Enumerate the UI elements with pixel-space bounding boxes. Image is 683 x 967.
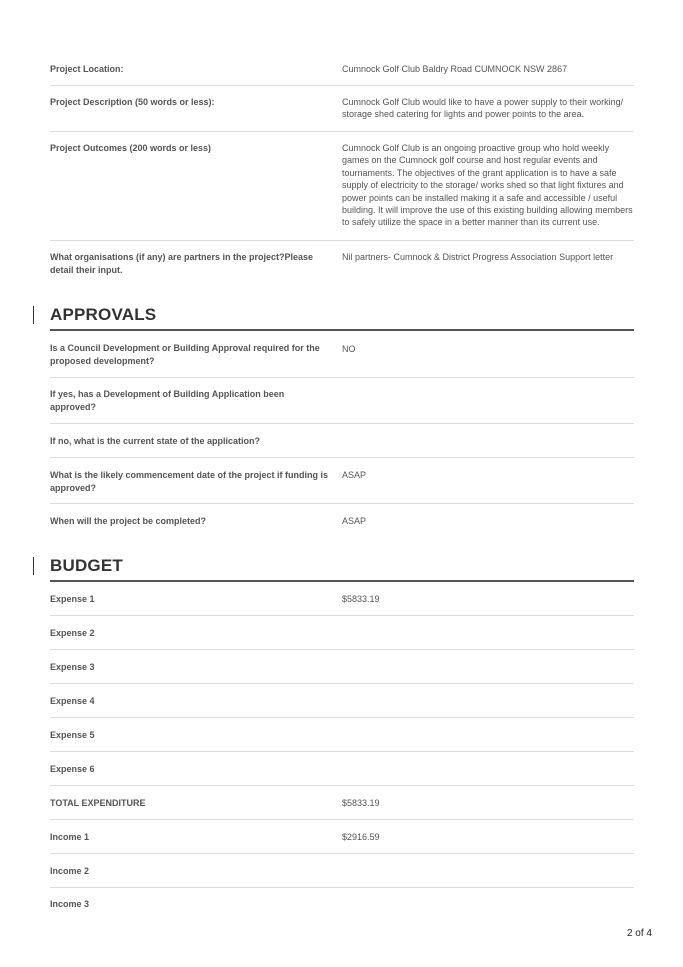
section-marker: [33, 557, 34, 575]
budget-label: Income 1: [50, 832, 90, 842]
budget-value: $5833.19: [342, 798, 380, 808]
field-value: Cumnock Golf Club would like to have a power supply to their working/ storage shed catering for lights and power points to the area.: [342, 97, 624, 120]
field-value: ASAP: [342, 516, 367, 526]
field-value: Nil partners- Cumnock & District Progress Association Support letter: [342, 252, 614, 262]
budget-total-row: [50, 786, 634, 820]
field-value: Cumnock Golf Club Baldry Road CUMNOCK NSW 2867: [342, 64, 568, 74]
budget-label: Expense 6: [50, 764, 95, 774]
budget-value: $2916.59: [342, 832, 380, 842]
approvals-heading: APPROVALS: [50, 305, 157, 324]
budget-row: [50, 616, 634, 650]
approval-row: [50, 378, 634, 424]
budget-label: Income 2: [50, 866, 90, 876]
field-label: Is a Council Development or Building Approval required for the proposed development?: [50, 343, 320, 366]
budget-row: [50, 854, 634, 888]
project-partners-row: [50, 241, 634, 286]
field-value: NO: [342, 344, 356, 354]
project-description-row: [50, 86, 634, 132]
budget-label: TOTAL EXPENDITURE: [50, 798, 146, 808]
field-label: When will the project be completed?: [50, 516, 207, 526]
approval-row: [50, 458, 634, 504]
section-marker: [33, 306, 34, 324]
page-number: 2 of 4: [626, 928, 652, 939]
budget-heading: BUDGET: [50, 556, 123, 575]
budget-label: Expense 2: [50, 628, 95, 638]
budget-row: [50, 650, 634, 684]
budget-row: [50, 820, 634, 854]
field-label: Project Outcomes (200 words or less): [50, 143, 212, 153]
field-label: Project Location:: [50, 64, 124, 74]
budget-row: [50, 888, 634, 918]
budget-label: Expense 3: [50, 662, 95, 672]
project-location-row: [50, 56, 634, 86]
field-value: ASAP: [342, 470, 367, 480]
budget-row: [50, 752, 634, 786]
budget-label: Expense 1: [50, 594, 95, 604]
budget-label: Expense 5: [50, 730, 95, 740]
field-label: What organisations (if any) are partners in the project?Please detail their input.: [50, 252, 314, 275]
approval-row: [50, 331, 634, 378]
approval-row: [50, 424, 634, 458]
budget-label: Income 3: [50, 899, 90, 909]
budget-row: [50, 582, 634, 616]
project-outcomes-row: [50, 132, 634, 241]
field-value: Cumnock Golf Club is an ongoing proactive group who hold weekly games on the Cumnock golf course and host regular events and tournaments. The objectives of the grant application is to have a safe supply of electricity to the storage/ works shed so that light fixtures and power points can be installed making it a safe and accessible / useful building. It will improve the use of this existing building allowing members to safely utilize the space in a better manner than its current use.: [342, 143, 633, 228]
field-label: Project Description (50 words or less):: [50, 97, 215, 107]
budget-row: [50, 718, 634, 752]
budget-value: $5833.19: [342, 594, 380, 604]
field-label: What is the likely commencement date of the project if funding is approved?: [50, 470, 329, 493]
field-label: If no, what is the current state of the application?: [50, 436, 261, 446]
field-label: If yes, has a Development of Building Application been approved?: [50, 389, 285, 412]
approval-row: [50, 504, 634, 537]
budget-label: Expense 4: [50, 696, 95, 706]
budget-row: [50, 684, 634, 718]
